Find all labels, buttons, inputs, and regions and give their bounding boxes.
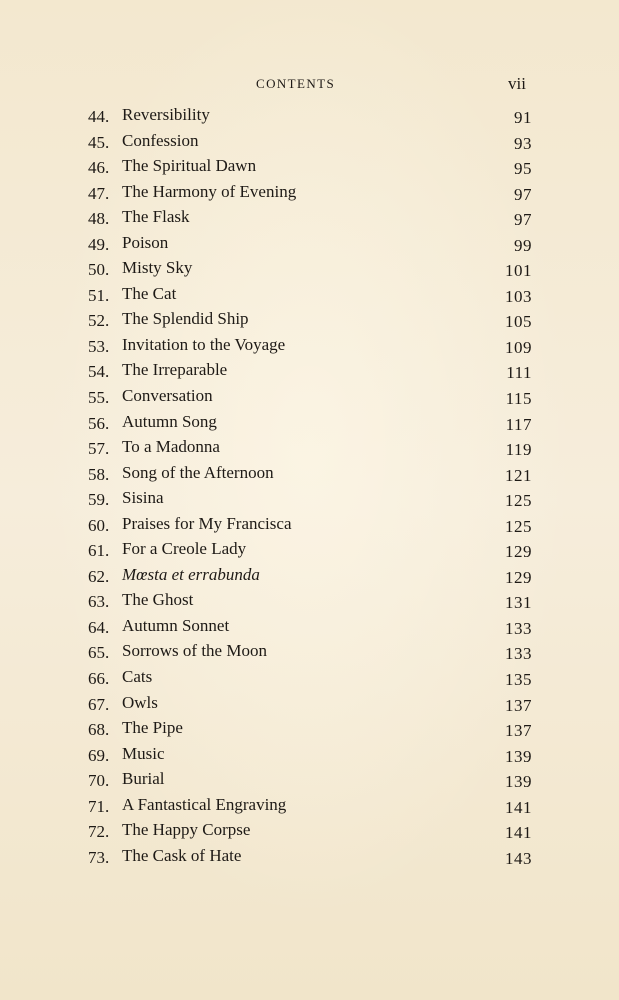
entry-title: The Harmony of Evening xyxy=(122,181,297,201)
toc-entry xyxy=(0,614,619,640)
toc-entry xyxy=(0,742,619,768)
entry-title: The Pipe xyxy=(122,718,183,738)
toc-entry xyxy=(0,818,619,844)
toc-entry xyxy=(0,537,619,563)
page-number: vii xyxy=(508,74,526,93)
entry-page-number: 137 xyxy=(505,721,532,741)
entry-number: 71. xyxy=(88,796,110,816)
entry-page-number: 139 xyxy=(505,772,532,792)
entry-page-number: 131 xyxy=(505,593,532,613)
entry-title: Confession xyxy=(122,130,199,150)
entry-number: 58. xyxy=(88,464,110,484)
entry-page-number: 141 xyxy=(505,797,532,817)
entry-page-number: 141 xyxy=(505,823,532,843)
toc-entry xyxy=(0,358,619,384)
entry-title: The Flask xyxy=(122,207,190,227)
entry-title: Reversibility xyxy=(122,105,210,124)
entry-title: Sisina xyxy=(122,488,164,508)
entry-number: 57. xyxy=(88,439,110,459)
entry-page-number: 109 xyxy=(505,337,532,357)
entry-page-number: 133 xyxy=(505,644,532,664)
entry-number: 70. xyxy=(88,771,110,791)
entry-number: 67. xyxy=(88,694,110,714)
entry-title: The Spiritual Dawn xyxy=(122,156,257,176)
entry-title: The Happy Corpse xyxy=(122,820,251,840)
entry-title: Burial xyxy=(122,769,165,789)
entry-number: 55. xyxy=(88,388,110,408)
entry-page-number: 111 xyxy=(506,363,532,383)
entry-page-number: 97 xyxy=(514,184,532,204)
toc-entry xyxy=(0,256,619,282)
entry-title: Invitation to the Voyage xyxy=(122,334,286,354)
entry-number: 54. xyxy=(88,362,110,382)
entry-number: 63. xyxy=(88,592,110,612)
page-header xyxy=(0,74,619,94)
entry-page-number: 95 xyxy=(514,159,532,179)
entry-title: Mœsta et errabunda xyxy=(122,564,260,584)
entry-page-number: 135 xyxy=(505,670,532,690)
entry-title: Conversation xyxy=(122,386,213,406)
entry-title: A Fantastical Engraving xyxy=(122,794,287,814)
toc-entry xyxy=(0,231,619,257)
toc-entry xyxy=(0,180,619,206)
entry-number: 45. xyxy=(88,132,110,152)
entry-number: 64. xyxy=(88,617,110,637)
entry-page-number: 91 xyxy=(514,108,532,127)
table-of-contents xyxy=(0,103,619,869)
entry-page-number: 139 xyxy=(505,746,532,766)
entry-title: Music xyxy=(122,743,165,763)
entry-number: 61. xyxy=(88,541,110,561)
entry-title: For a Creole Lady xyxy=(122,539,247,559)
entry-number: 65. xyxy=(88,643,110,663)
entry-page-number: 119 xyxy=(505,440,532,460)
entry-number: 59. xyxy=(88,490,110,510)
entry-page-number: 125 xyxy=(505,516,532,536)
entry-number: 66. xyxy=(88,669,110,689)
entry-title: Autumn Song xyxy=(122,411,217,431)
entry-number: 50. xyxy=(88,260,110,280)
entry-number: 60. xyxy=(88,515,110,535)
entry-number: 51. xyxy=(88,285,110,305)
toc-entry xyxy=(0,282,619,308)
entry-title: To a Madonna xyxy=(122,437,220,457)
entry-page-number: 129 xyxy=(505,542,532,562)
entry-number: 48. xyxy=(88,209,110,229)
entry-page-number: 105 xyxy=(505,312,532,332)
entry-number: 69. xyxy=(88,745,110,765)
toc-entry xyxy=(0,844,619,870)
toc-entry xyxy=(0,384,619,410)
toc-entry xyxy=(0,793,619,819)
toc-entry xyxy=(0,154,619,180)
entry-number: 73. xyxy=(88,847,110,867)
toc-entry xyxy=(0,767,619,793)
entry-page-number: 137 xyxy=(505,695,532,715)
entry-title: Misty Sky xyxy=(122,258,193,278)
entry-page-number: 99 xyxy=(514,235,532,255)
entry-page-number: 125 xyxy=(505,491,532,511)
toc-entry xyxy=(0,461,619,487)
entry-title: The Cask of Hate xyxy=(122,845,242,865)
entry-title: Owls xyxy=(122,692,158,712)
entry-page-number: 93 xyxy=(514,133,532,153)
toc-entry xyxy=(0,639,619,665)
entry-number: 62. xyxy=(88,566,110,586)
entry-number: 49. xyxy=(88,234,110,254)
toc-entry xyxy=(0,129,619,155)
entry-number: 52. xyxy=(88,311,110,331)
entry-title: The Irreparable xyxy=(122,360,228,380)
toc-entry xyxy=(0,716,619,742)
entry-page-number: 97 xyxy=(514,210,532,230)
entry-title: Song of the Afternoon xyxy=(122,462,274,482)
toc-entry xyxy=(0,691,619,717)
entry-page-number: 143 xyxy=(505,848,532,868)
entry-title: Autumn Sonnet xyxy=(122,615,230,635)
entry-title: Poison xyxy=(122,232,169,252)
entry-page-number: 117 xyxy=(505,414,532,434)
entry-number: 56. xyxy=(88,413,110,433)
entry-title: Cats xyxy=(122,667,153,687)
toc-entry xyxy=(0,205,619,231)
entry-page-number: 115 xyxy=(505,389,532,409)
entry-number: 46. xyxy=(88,158,110,178)
entry-page-number: 103 xyxy=(505,286,532,306)
toc-entry xyxy=(0,563,619,589)
toc-entry xyxy=(0,307,619,333)
toc-entry xyxy=(0,103,619,129)
toc-entry xyxy=(0,486,619,512)
toc-entry xyxy=(0,665,619,691)
toc-entry xyxy=(0,435,619,461)
toc-entry xyxy=(0,588,619,614)
entry-title: Praises for My Francisca xyxy=(122,513,292,533)
entry-title: Sorrows of the Moon xyxy=(122,641,267,661)
entry-number: 72. xyxy=(88,822,110,842)
toc-entry xyxy=(0,410,619,436)
entry-number: 53. xyxy=(88,336,110,356)
entry-page-number: 133 xyxy=(505,618,532,638)
entry-title: The Ghost xyxy=(122,590,194,610)
entry-number: 44. xyxy=(88,107,110,126)
entry-number: 68. xyxy=(88,720,110,740)
entry-title: The Splendid Ship xyxy=(122,309,249,329)
entry-page-number: 129 xyxy=(505,567,532,587)
running-head: CONTENTS xyxy=(256,76,336,91)
entry-number: 47. xyxy=(88,183,110,203)
toc-entry xyxy=(0,512,619,538)
entry-title: The Cat xyxy=(122,283,177,303)
entry-page-number: 121 xyxy=(505,465,532,485)
toc-entry xyxy=(0,333,619,359)
entry-page-number: 101 xyxy=(505,261,532,281)
